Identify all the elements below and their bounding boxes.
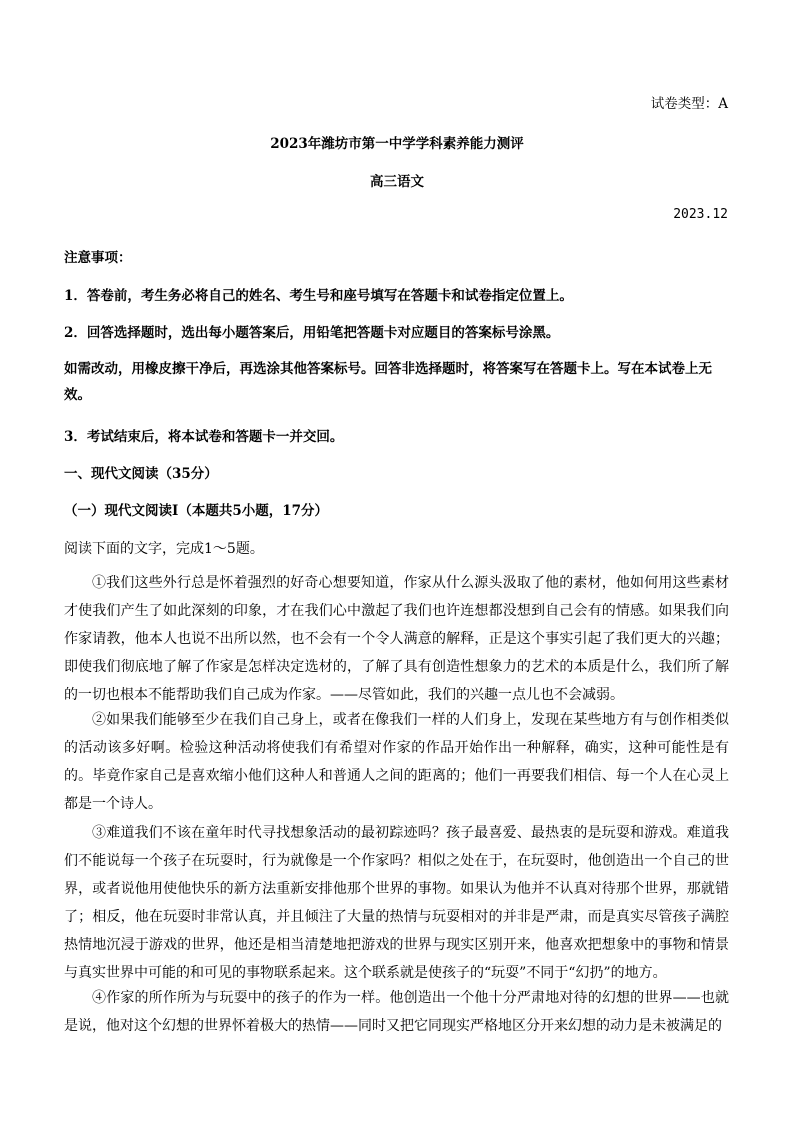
passage-paragraph-2: ②如果我们能够至少在我们自己身上，或者在像我们一样的人们身上，发现在某些地方有与创作相类似的活动该多好啊。检验这种活动将使我们有希望对作家的作品开始作出一种解释，确实，这种可能性是有的。毕竟作家自己是喜欢缩小他们这种人和普通人之间的距离的；他们一再要我们相信、每一个人在心灵上都是一个诗人。 xyxy=(64,712,729,812)
notice-heading: 注意事项： xyxy=(64,250,132,266)
notice-item-2: 2．回答选择题时，选出每小题答案后，用铅笔把答题卡对应题目的答案标号涂黑。 xyxy=(64,325,560,341)
notice-item-3: 3．考试结束后，将本试卷和答题卡一并交回。 xyxy=(64,429,344,445)
passage-paragraph-1: ①我们这些外行总是怀着强烈的好奇心想要知道，作家从什么源头汲取了他的素材，他如何用这些素材才使我们产生了如此深刻的印象，才在我们心中激起了我们也许连想都没想到自己会有的情感。如果我们向作家请教，他本人也说不出所以然，也不会有一个令人满意的解释，正是这个事实引起了我们更大的兴趣；即使我们彻底地了解了作家是怎样决定选材的，了解了具有创造性想象力的艺术的本质是什么，我们所了解的一切也根本不能帮助我们自己成为作家。——尽管如此，我们的兴趣一点儿也不会减弱。 xyxy=(64,575,729,703)
paper-type-label: 试卷类型：A xyxy=(650,96,728,112)
reading-instruction: 阅读下面的文字，完成1～5题。 xyxy=(64,541,264,557)
section-heading: 一、现代文阅读（35分） xyxy=(64,466,218,482)
notice-item-2-continued: 如需改动，用橡皮擦干净后，再选涂其他答案标号。回答非选择题时，将答案写在答题卡上。写在本试卷上无效。 xyxy=(64,361,712,403)
section-subheading: （一）现代文阅读Ⅰ（本题共5小题，17分） xyxy=(64,503,328,519)
exam-title: 2023年潍坊市第一中学学科素养能力测评 xyxy=(270,136,524,152)
notice-item-1: 1．答卷前，考生务必将自己的姓名、考生号和座号填写在答题卡和试卷指定位置上。 xyxy=(64,288,573,304)
passage-paragraph-3: ③难道我们不该在童年时代寻找想象活动的最初踪迹吗？孩子最喜爱、最热衷的是玩耍和游戏。难道我们不能说每一个孩子在玩耍时，行为就像是一个作家吗？相似之处在于，在玩耍时，他创造出一个自己的世界，或者说他用使他快乐的新方法重新安排他那个世界的事物。如果认为他并不认真对待那个世界，那就错了；相反，他在玩耍时非常认真，并且倾注了大量的热情与玩耍相对的并非是严肃，而是真实尽管孩子满腔热情地沉浸于游戏的世界，他还是相当清楚地把游戏的世界与现实区别开来，他喜欢把想象中的事物和情景与真实世界中可能的和可见的事物联系起来。这个联系就是使孩子的“玩耍”不同于“幻扔”的地方。 xyxy=(64,825,729,981)
passage-paragraph-4: ④作家的所作所为与玩耍中的孩子的作为一样。他创造出一个他十分严肃地对待的幻想的世界——也就是说，他对这个幻想的世界怀着极大的热情——同时又把它同现实严格地区分开来幻想的动力是未被满足的 xyxy=(64,990,729,1034)
exam-date: 2023.12 xyxy=(673,207,728,222)
exam-subject: 高三语文 xyxy=(370,174,424,190)
